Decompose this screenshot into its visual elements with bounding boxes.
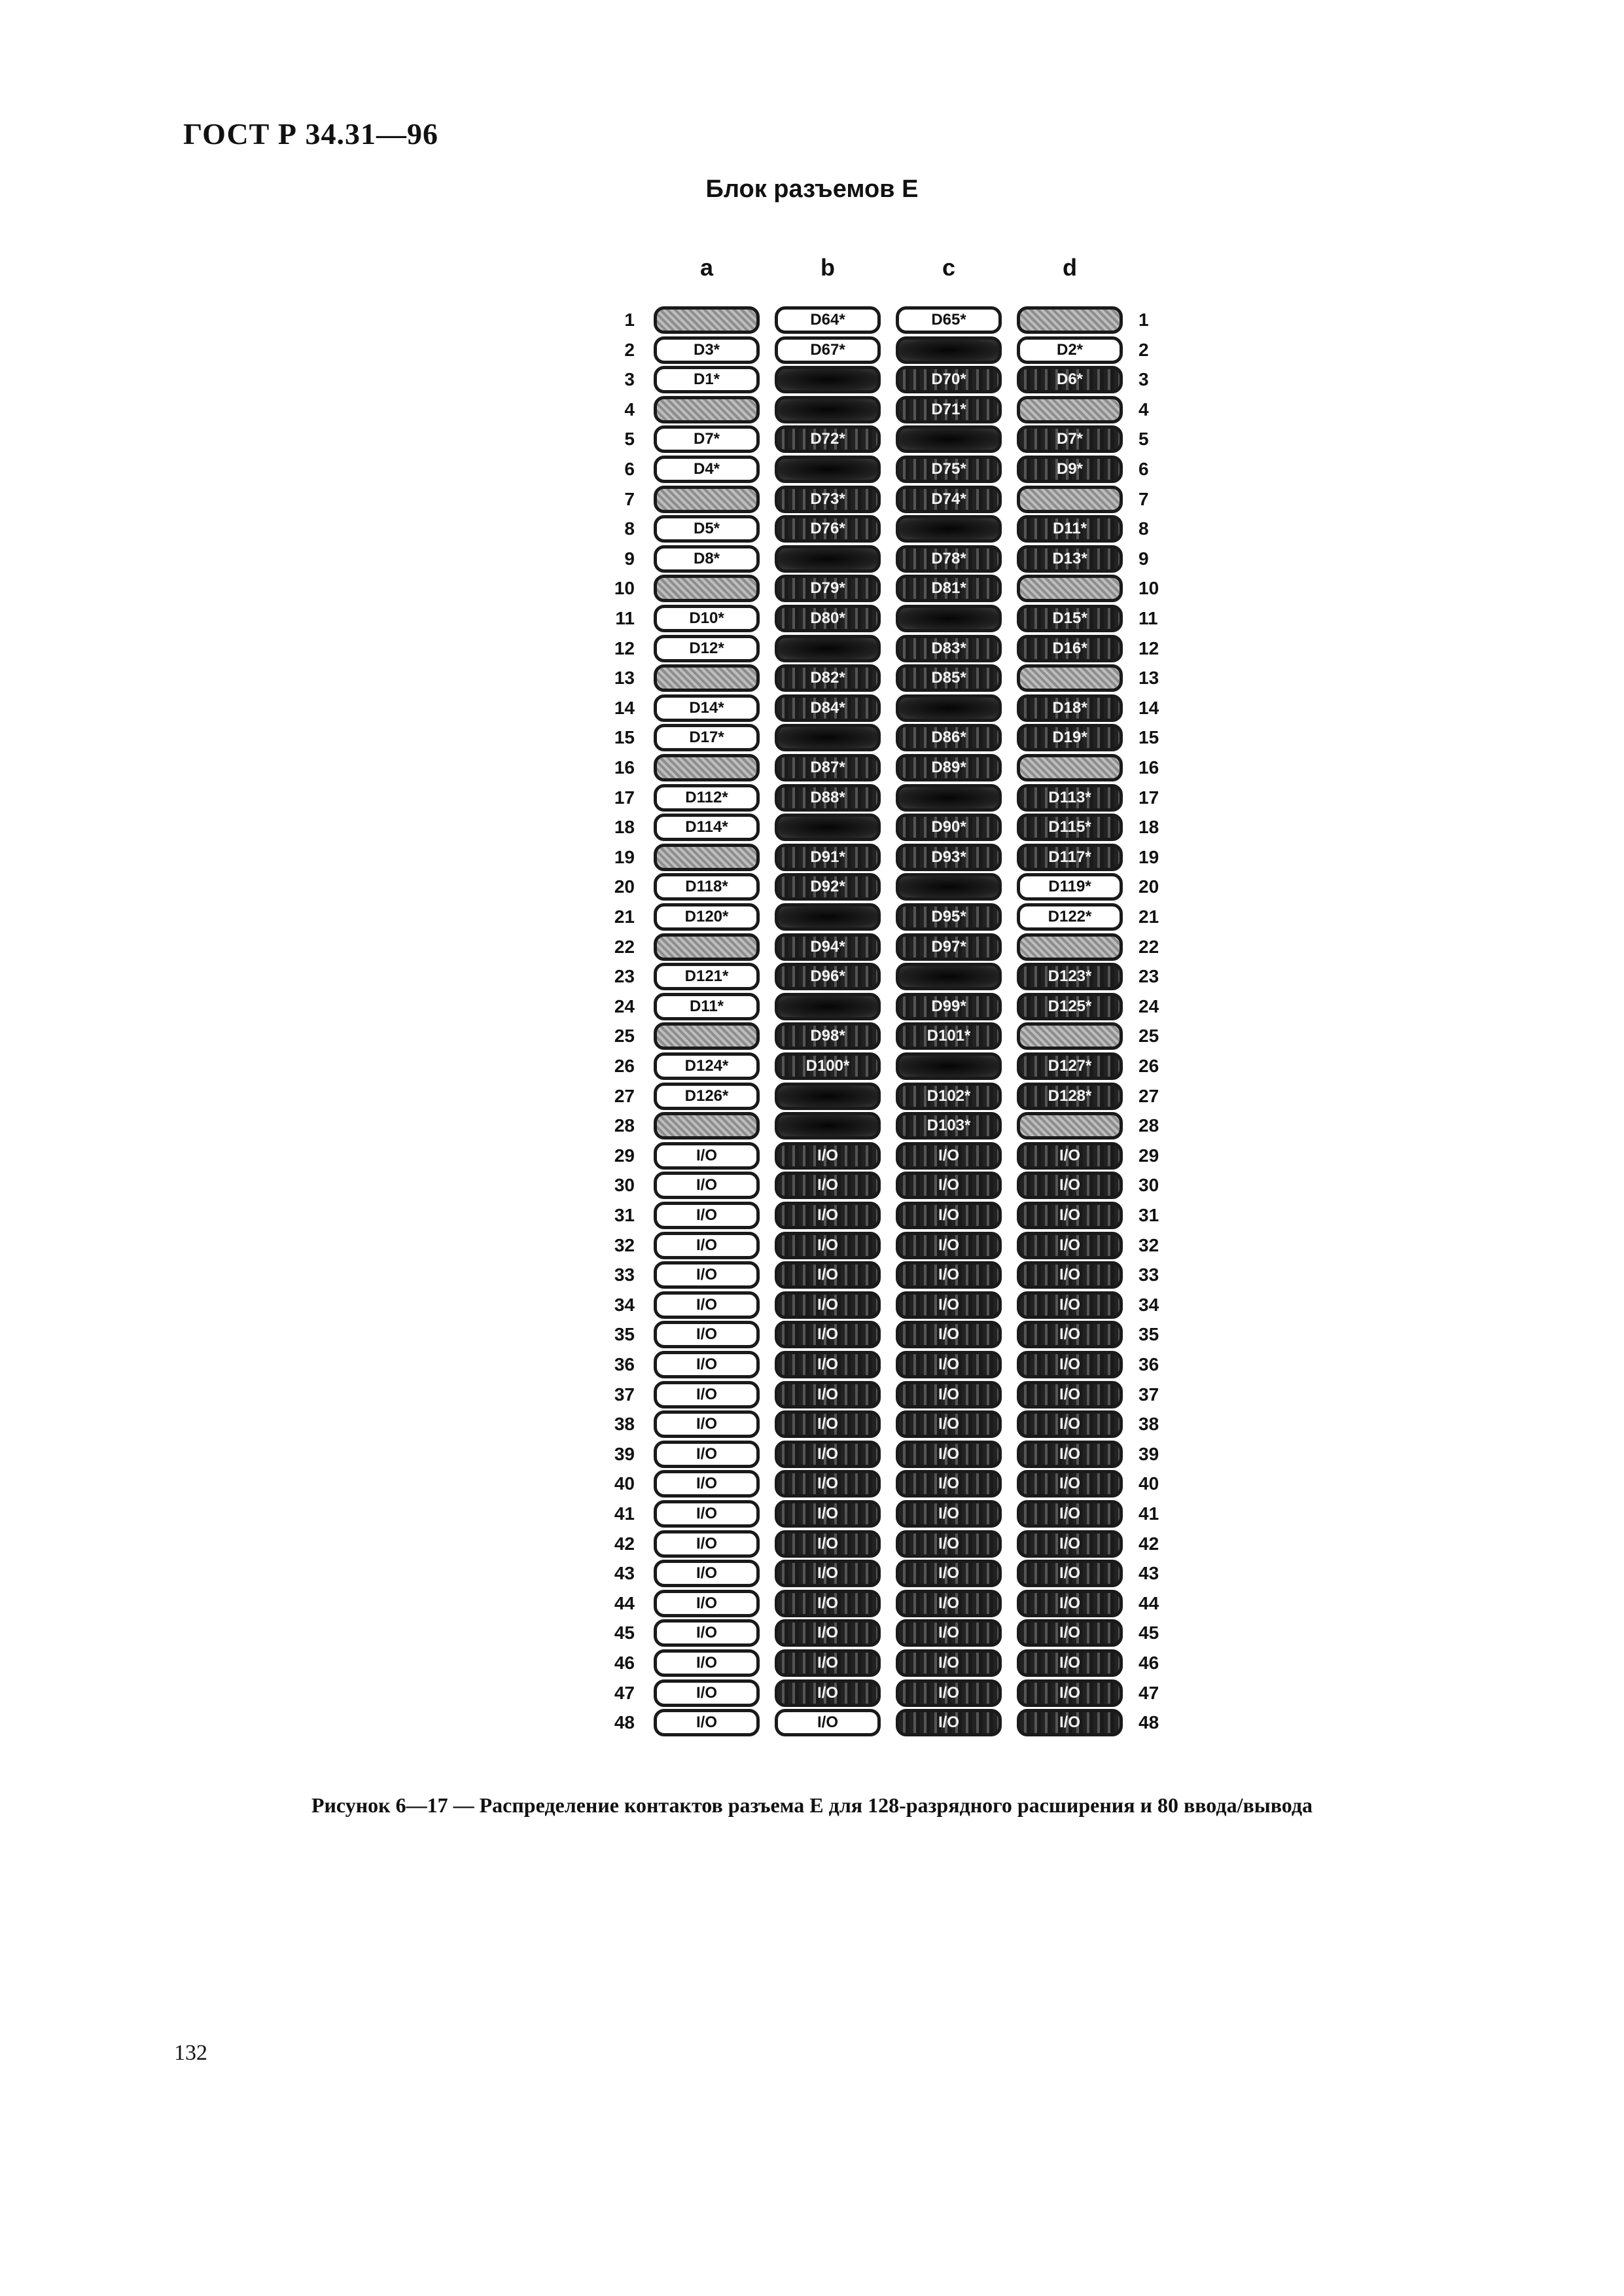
pin-a-41: I/O <box>654 1500 760 1528</box>
pin-a-35: I/O <box>654 1321 760 1348</box>
pin-b-27 <box>775 1083 881 1110</box>
pin-a-6: D4* <box>654 456 760 483</box>
row-number-right: 34 <box>1139 1295 1159 1315</box>
row-number-right: 4 <box>1139 399 1149 420</box>
pin-b-20: D92* <box>775 873 881 901</box>
pin-a-37: I/O <box>654 1381 760 1408</box>
row-number-left: 22 <box>614 937 635 957</box>
pin-c-29: I/O <box>896 1142 1002 1170</box>
pin-a-33: I/O <box>654 1261 760 1289</box>
pin-d-12: D16* <box>1017 635 1123 662</box>
pin-a-40: I/O <box>654 1470 760 1498</box>
pin-c-20 <box>896 873 1002 901</box>
row-number-left: 14 <box>614 698 635 718</box>
row-number-right: 40 <box>1139 1473 1159 1494</box>
pin-b-37: I/O <box>775 1381 881 1408</box>
pin-a-11: D10* <box>654 605 760 632</box>
pin-c-35: I/O <box>896 1321 1002 1348</box>
row-number-left: 13 <box>614 668 635 688</box>
row-number-left: 18 <box>614 817 635 837</box>
pin-b-38: I/O <box>775 1410 881 1438</box>
pin-c-40: I/O <box>896 1470 1002 1498</box>
pin-a-4 <box>654 396 760 423</box>
pin-a-44: I/O <box>654 1590 760 1617</box>
pin-b-23: D96* <box>775 963 881 990</box>
row-number-left: 20 <box>614 876 635 897</box>
pin-b-35: I/O <box>775 1321 881 1348</box>
pin-d-6: D9* <box>1017 456 1123 483</box>
pin-b-10: D79* <box>775 575 881 602</box>
pin-c-43: I/O <box>896 1560 1002 1587</box>
row-number-right: 2 <box>1139 340 1149 360</box>
row-number-left: 33 <box>614 1265 635 1285</box>
row-number-left: 24 <box>614 996 635 1016</box>
pin-a-13 <box>654 664 760 692</box>
pin-c-39: I/O <box>896 1441 1002 1468</box>
row-number-left: 34 <box>614 1295 635 1315</box>
pin-a-21: D120* <box>654 903 760 931</box>
pin-a-10 <box>654 575 760 602</box>
pin-c-30: I/O <box>896 1172 1002 1199</box>
pin-b-11: D80* <box>775 605 881 632</box>
row-number-left: 15 <box>614 727 635 747</box>
pin-c-4: D71* <box>896 396 1002 423</box>
pin-a-36: I/O <box>654 1351 760 1378</box>
pin-d-28 <box>1017 1112 1123 1139</box>
pin-c-11 <box>896 605 1002 632</box>
pin-a-20: D118* <box>654 873 760 901</box>
pin-d-26: D127* <box>1017 1052 1123 1080</box>
pin-a-3: D1* <box>654 366 760 393</box>
pin-d-22 <box>1017 933 1123 961</box>
row-number-left: 45 <box>614 1623 635 1643</box>
row-number-left: 31 <box>614 1205 635 1225</box>
pin-c-6: D75* <box>896 456 1002 483</box>
pin-b-45: I/O <box>775 1619 881 1647</box>
row-number-right: 6 <box>1139 459 1149 479</box>
pin-a-8: D5* <box>654 515 760 543</box>
pin-a-45: I/O <box>654 1619 760 1647</box>
page-number: 132 <box>174 2041 207 2065</box>
row-number-right: 12 <box>1139 638 1159 658</box>
pin-c-41: I/O <box>896 1500 1002 1528</box>
pin-c-18: D90* <box>896 814 1002 841</box>
pin-a-42: I/O <box>654 1530 760 1558</box>
pin-b-46: I/O <box>775 1649 881 1677</box>
pin-d-44: I/O <box>1017 1590 1123 1617</box>
row-number-left: 5 <box>624 429 635 449</box>
row-number-right: 25 <box>1139 1026 1159 1046</box>
pin-c-48: I/O <box>896 1709 1002 1736</box>
pin-a-18: D114* <box>654 814 760 841</box>
pin-b-15 <box>775 724 881 751</box>
pin-a-23: D121* <box>654 963 760 990</box>
row-number-left: 35 <box>614 1324 635 1344</box>
pin-b-40: I/O <box>775 1470 881 1498</box>
pin-a-7 <box>654 486 760 513</box>
pin-a-34: I/O <box>654 1291 760 1319</box>
row-number-left: 48 <box>614 1712 635 1732</box>
row-number-right: 3 <box>1139 369 1149 389</box>
pin-a-14: D14* <box>654 694 760 722</box>
row-number-right: 13 <box>1139 668 1159 688</box>
row-number-left: 3 <box>624 369 635 389</box>
pin-a-47: I/O <box>654 1679 760 1707</box>
pin-d-23: D123* <box>1017 963 1123 990</box>
row-number-right: 21 <box>1139 906 1159 927</box>
row-number-right: 19 <box>1139 847 1159 867</box>
pin-b-19: D91* <box>775 844 881 871</box>
row-number-left: 2 <box>624 340 635 360</box>
pin-d-1 <box>1017 306 1123 334</box>
pin-d-24: D125* <box>1017 993 1123 1020</box>
row-number-right: 8 <box>1139 518 1149 539</box>
row-number-left: 7 <box>624 489 635 509</box>
pin-d-34: I/O <box>1017 1291 1123 1319</box>
row-number-right: 44 <box>1139 1593 1159 1613</box>
pin-b-14: D84* <box>775 694 881 722</box>
pin-a-48: I/O <box>654 1709 760 1736</box>
pin-b-31: I/O <box>775 1202 881 1229</box>
pin-a-17: D112* <box>654 784 760 812</box>
pin-d-20: D119* <box>1017 873 1123 901</box>
row-number-left: 16 <box>614 757 635 778</box>
row-number-left: 27 <box>614 1086 635 1106</box>
row-number-right: 32 <box>1139 1235 1159 1255</box>
row-number-left: 44 <box>614 1593 635 1613</box>
pin-b-44: I/O <box>775 1590 881 1617</box>
pin-d-32: I/O <box>1017 1232 1123 1259</box>
document-header: ГОСТ Р 34.31—96 <box>183 117 438 151</box>
row-number-right: 23 <box>1139 966 1159 986</box>
row-number-right: 5 <box>1139 429 1149 449</box>
pin-c-33: I/O <box>896 1261 1002 1289</box>
pin-d-9: D13* <box>1017 545 1123 573</box>
pin-a-1 <box>654 306 760 334</box>
pin-b-8: D76* <box>775 515 881 543</box>
pin-b-28 <box>775 1112 881 1139</box>
pin-c-22: D97* <box>896 933 1002 961</box>
pin-a-43: I/O <box>654 1560 760 1587</box>
pin-a-26: D124* <box>654 1052 760 1080</box>
pin-b-33: I/O <box>775 1261 881 1289</box>
pin-a-38: I/O <box>654 1410 760 1438</box>
pin-c-15: D86* <box>896 724 1002 751</box>
row-number-right: 22 <box>1139 937 1159 957</box>
row-number-left: 43 <box>614 1563 635 1583</box>
pin-d-33: I/O <box>1017 1261 1123 1289</box>
row-number-right: 16 <box>1139 757 1159 778</box>
pin-c-5 <box>896 425 1002 453</box>
row-number-right: 47 <box>1139 1683 1159 1703</box>
pin-a-31: I/O <box>654 1202 760 1229</box>
row-number-right: 26 <box>1139 1056 1159 1076</box>
pin-d-42: I/O <box>1017 1530 1123 1558</box>
pin-d-36: I/O <box>1017 1351 1123 1378</box>
row-number-right: 27 <box>1139 1086 1159 1106</box>
row-number-right: 42 <box>1139 1534 1159 1554</box>
row-number-left: 10 <box>614 578 635 598</box>
pin-b-24 <box>775 993 881 1020</box>
pin-d-13 <box>1017 664 1123 692</box>
row-number-left: 25 <box>614 1026 635 1046</box>
pin-c-34: I/O <box>896 1291 1002 1319</box>
row-number-right: 9 <box>1139 548 1149 569</box>
pin-a-24: D11* <box>654 993 760 1020</box>
pin-a-16 <box>654 754 760 781</box>
row-number-left: 8 <box>624 518 635 539</box>
pin-c-1: D65* <box>896 306 1002 334</box>
pin-d-41: I/O <box>1017 1500 1123 1528</box>
pin-b-5: D72* <box>775 425 881 453</box>
pin-d-17: D113* <box>1017 784 1123 812</box>
row-number-left: 17 <box>614 787 635 808</box>
pin-b-43: I/O <box>775 1560 881 1587</box>
pin-b-21 <box>775 903 881 931</box>
pin-c-23 <box>896 963 1002 990</box>
pin-c-21: D95* <box>896 903 1002 931</box>
pin-d-10 <box>1017 575 1123 602</box>
row-number-right: 29 <box>1139 1145 1159 1166</box>
row-number-left: 4 <box>624 399 635 420</box>
pin-b-9 <box>775 545 881 573</box>
pin-a-30: I/O <box>654 1172 760 1199</box>
row-number-left: 42 <box>614 1534 635 1554</box>
pin-c-25: D101* <box>896 1022 1002 1050</box>
pin-b-17: D88* <box>775 784 881 812</box>
pin-b-22: D94* <box>775 933 881 961</box>
pin-b-12 <box>775 635 881 662</box>
pin-c-3: D70* <box>896 366 1002 393</box>
row-number-right: 43 <box>1139 1563 1159 1583</box>
pin-d-14: D18* <box>1017 694 1123 722</box>
pin-d-31: I/O <box>1017 1202 1123 1229</box>
row-number-right: 45 <box>1139 1623 1159 1643</box>
pin-a-39: I/O <box>654 1441 760 1468</box>
pin-c-14 <box>896 694 1002 722</box>
row-number-left: 12 <box>614 638 635 658</box>
row-number-left: 19 <box>614 847 635 867</box>
pin-d-39: I/O <box>1017 1441 1123 1468</box>
pin-d-40: I/O <box>1017 1470 1123 1498</box>
pin-b-41: I/O <box>775 1500 881 1528</box>
row-number-right: 48 <box>1139 1712 1159 1732</box>
row-number-right: 7 <box>1139 489 1149 509</box>
row-number-left: 1 <box>624 310 635 330</box>
pin-c-2 <box>896 336 1002 364</box>
pin-c-38: I/O <box>896 1410 1002 1438</box>
pin-c-47: I/O <box>896 1679 1002 1707</box>
pin-b-2: D67* <box>775 336 881 364</box>
pin-c-13: D85* <box>896 664 1002 692</box>
row-number-left: 11 <box>615 608 635 628</box>
row-number-right: 24 <box>1139 996 1159 1016</box>
pin-b-25: D98* <box>775 1022 881 1050</box>
pin-d-19: D117* <box>1017 844 1123 871</box>
row-number-right: 30 <box>1139 1175 1159 1195</box>
pin-b-32: I/O <box>775 1232 881 1259</box>
row-number-right: 37 <box>1139 1384 1159 1405</box>
pin-c-28: D103* <box>896 1112 1002 1139</box>
pin-d-5: D7* <box>1017 425 1123 453</box>
pin-b-39: I/O <box>775 1441 881 1468</box>
pin-c-46: I/O <box>896 1649 1002 1677</box>
pin-b-26: D100* <box>775 1052 881 1080</box>
row-number-right: 33 <box>1139 1265 1159 1285</box>
pin-a-15: D17* <box>654 724 760 751</box>
pin-d-25 <box>1017 1022 1123 1050</box>
pin-b-3 <box>775 366 881 393</box>
row-number-right: 18 <box>1139 817 1159 837</box>
pin-c-42: I/O <box>896 1530 1002 1558</box>
pin-c-19: D93* <box>896 844 1002 871</box>
pin-d-45: I/O <box>1017 1619 1123 1647</box>
row-number-left: 26 <box>614 1056 635 1076</box>
pin-d-48: I/O <box>1017 1709 1123 1736</box>
row-number-right: 31 <box>1139 1205 1159 1225</box>
pin-c-16: D89* <box>896 754 1002 781</box>
pin-c-12: D83* <box>896 635 1002 662</box>
pin-a-22 <box>654 933 760 961</box>
pin-c-36: I/O <box>896 1351 1002 1378</box>
column-header-a: a <box>699 254 714 281</box>
pin-a-2: D3* <box>654 336 760 364</box>
pin-b-47: I/O <box>775 1679 881 1707</box>
pin-b-13: D82* <box>775 664 881 692</box>
row-number-right: 39 <box>1139 1444 1159 1464</box>
row-number-left: 29 <box>614 1145 635 1166</box>
pin-c-45: I/O <box>896 1619 1002 1647</box>
pin-c-8 <box>896 515 1002 543</box>
row-number-left: 41 <box>614 1503 635 1524</box>
pin-b-18 <box>775 814 881 841</box>
connector-block-title: Блок разъемов Е <box>705 175 919 203</box>
pin-c-27: D102* <box>896 1083 1002 1110</box>
pin-d-38: I/O <box>1017 1410 1123 1438</box>
pin-c-31: I/O <box>896 1202 1002 1229</box>
row-number-left: 9 <box>624 548 635 569</box>
pin-a-46: I/O <box>654 1649 760 1677</box>
row-number-left: 39 <box>614 1444 635 1464</box>
row-number-right: 41 <box>1139 1503 1159 1524</box>
pin-c-44: I/O <box>896 1590 1002 1617</box>
row-number-left: 40 <box>614 1473 635 1494</box>
pin-c-10: D81* <box>896 575 1002 602</box>
pin-a-32: I/O <box>654 1232 760 1259</box>
row-number-right: 14 <box>1139 698 1159 718</box>
pin-a-27: D126* <box>654 1083 760 1110</box>
pin-b-48: I/O <box>775 1709 881 1736</box>
column-header-b: b <box>821 254 835 281</box>
pin-d-15: D19* <box>1017 724 1123 751</box>
pin-c-32: I/O <box>896 1232 1002 1259</box>
pin-c-7: D74* <box>896 486 1002 513</box>
pin-b-7: D73* <box>775 486 881 513</box>
pin-b-1: D64* <box>775 306 881 334</box>
column-header-d: d <box>1063 254 1077 281</box>
pin-a-19 <box>654 844 760 871</box>
pin-b-34: I/O <box>775 1291 881 1319</box>
pin-d-43: I/O <box>1017 1560 1123 1587</box>
row-number-right: 10 <box>1139 578 1159 598</box>
pin-b-42: I/O <box>775 1530 881 1558</box>
pin-d-2: D2* <box>1017 336 1123 364</box>
row-number-left: 23 <box>614 966 635 986</box>
pin-b-30: I/O <box>775 1172 881 1199</box>
pin-a-25 <box>654 1022 760 1050</box>
row-number-right: 38 <box>1139 1414 1159 1434</box>
row-number-left: 6 <box>624 459 635 479</box>
pin-d-46: I/O <box>1017 1649 1123 1677</box>
pin-a-29: I/O <box>654 1142 760 1170</box>
column-header-c: c <box>942 254 956 281</box>
row-number-right: 17 <box>1139 787 1159 808</box>
pin-b-29: I/O <box>775 1142 881 1170</box>
pin-b-4 <box>775 396 881 423</box>
pin-d-8: D11* <box>1017 515 1123 543</box>
row-number-right: 11 <box>1139 608 1158 628</box>
pin-d-4 <box>1017 396 1123 423</box>
pin-d-11: D15* <box>1017 605 1123 632</box>
pin-c-37: I/O <box>896 1381 1002 1408</box>
pin-d-7 <box>1017 486 1123 513</box>
pin-c-26 <box>896 1052 1002 1080</box>
pin-a-12: D12* <box>654 635 760 662</box>
row-number-left: 30 <box>614 1175 635 1195</box>
pin-d-16 <box>1017 754 1123 781</box>
pin-b-36: I/O <box>775 1351 881 1378</box>
row-number-left: 38 <box>614 1414 635 1434</box>
pin-d-30: I/O <box>1017 1172 1123 1199</box>
row-number-left: 37 <box>614 1384 635 1405</box>
row-number-left: 47 <box>614 1683 635 1703</box>
pin-a-28 <box>654 1112 760 1139</box>
row-number-right: 28 <box>1139 1115 1159 1136</box>
figure-caption: Рисунок 6—17 — Распределение контактов разъема Е для 128-разрядного расширения и 80 ввода/вывода <box>311 1793 1313 1817</box>
row-number-left: 32 <box>614 1235 635 1255</box>
row-number-left: 21 <box>614 906 635 927</box>
pin-d-27: D128* <box>1017 1083 1123 1110</box>
pin-d-35: I/O <box>1017 1321 1123 1348</box>
row-number-right: 36 <box>1139 1354 1159 1374</box>
pin-a-5: D7* <box>654 425 760 453</box>
row-number-right: 15 <box>1139 727 1159 747</box>
pin-d-3: D6* <box>1017 366 1123 393</box>
row-number-left: 36 <box>614 1354 635 1374</box>
pin-a-9: D8* <box>654 545 760 573</box>
pin-c-9: D78* <box>896 545 1002 573</box>
pin-d-21: D122* <box>1017 903 1123 931</box>
pin-d-47: I/O <box>1017 1679 1123 1707</box>
row-number-right: 35 <box>1139 1324 1159 1344</box>
pin-c-24: D99* <box>896 993 1002 1020</box>
pin-d-37: I/O <box>1017 1381 1123 1408</box>
pin-b-6 <box>775 456 881 483</box>
pin-c-17 <box>896 784 1002 812</box>
pin-d-18: D115* <box>1017 814 1123 841</box>
row-number-left: 28 <box>614 1115 635 1136</box>
pin-d-29: I/O <box>1017 1142 1123 1170</box>
row-number-right: 1 <box>1139 310 1149 330</box>
row-number-right: 20 <box>1139 876 1159 897</box>
row-number-left: 46 <box>614 1653 635 1673</box>
pin-b-16: D87* <box>775 754 881 781</box>
row-number-right: 46 <box>1139 1653 1159 1673</box>
